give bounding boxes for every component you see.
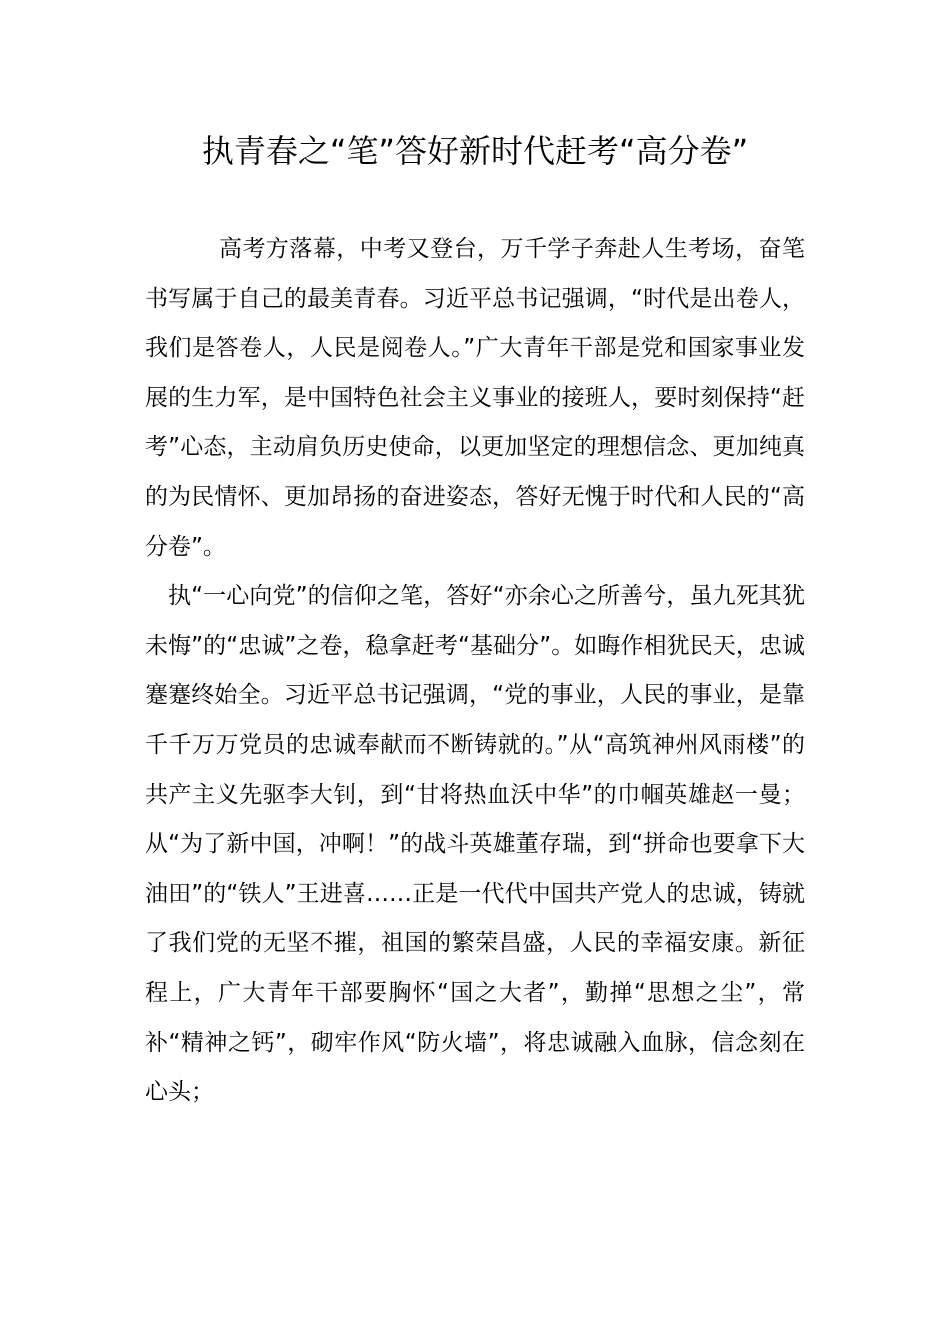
paragraph-2: 执“一心向党”的信仰之笔，答好“亦余心之所善兮，虽九死其犹未悔”的“忠诚”之卷，稳拿赶考“基础分”。如晦作相犹民天，忠诚蹇蹇终始全。习近平总书记强调，“党的事业，人民的事业，是靠千千万万党员的忠诚奉献而不断铸就的。”从“高筑神州风雨楼”的共产主义先驱李大钊，到“甘将热血沃中华”的巾帼英雄赵一曼；从“为了新中国，冲啊！”的战斗英雄董存瑞，到“拼命也要拿下大油田”的“铁人”王进喜……正是一代代中国共产党人的忠诚，铸就了我们党的无坚不摧，祖国的繁荣昌盛，人民的幸福安康。新征程上，广大青年干部要胸怀“国之大者”，勤掸“思想之尘”，常补“精神之钙”，砌牢作风“防火墙”，将忠诚融入血脉，信念刻在心头； [145, 583, 805, 1106]
document-body [145, 225, 805, 1118]
paragraph-1: 高考方落幕，中考又登台，万千学子奔赴人生考场，奋笔书写属于自己的最美青春。习近平总书记强调，“时代是出卷人，我们是答卷人，人民是阅卷人。”广大青年干部是党和国家事业发展的生力军，是中国特色社会主义事业的接班人，要时刻保持“赶考”心态，主动肩负历史使命，以更加坚定的理想信念、更加纯真的为民情怀、更加昂扬的奋进姿态，答好无愧于时代和人民的“高分卷”。 [145, 236, 805, 560]
document-title: 执青春之“笔”答好新时代赶考“高分卷” [201, 132, 749, 170]
